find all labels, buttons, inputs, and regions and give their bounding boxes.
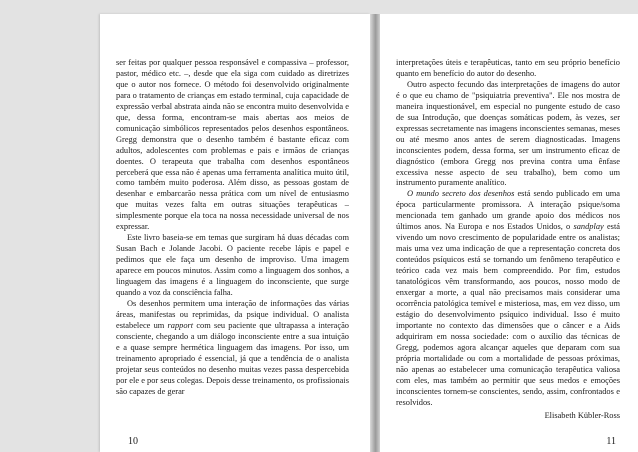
paragraph (116, 299, 349, 398)
emphasis-sandplay: sandplay (573, 222, 604, 232)
paragraph: interpretações úteis e terapêuticas, tanto em seu próprio benefício quanto em benefício do autor do desenho. (396, 58, 620, 78)
paragraph: ser feitas por qualquer pessoa responsável e compassiva – professor, pastor, médico etc. –, desde que ela siga com cuidado as diretrizes que o autor nos fornece. O método foi desenvolvido originalmente para o tratamento de crianças em estado terminal, cuja capacidade de expressão verbal abstrata ainda não se encontra muito desenvolvida e que, dessa forma, encontram-se mais abertas aos meios de comunicação simbólicos representados pelos desenhos espontâneos. Gregg demonstra que o desenho também é bastante eficaz com adultos, adolescentes com problemas e pais e irmãos de crianças doentes. O terapeuta que trabalha com desenhos espontâneos perceberá que essa não é apenas uma ferramenta analítica muito útil, como também muito poderosa. Além disso, as pessoas gostam de desenhar e embarcarão nessa prática com um nível de entusiasmo que muitas vezes falta em outras situações terapêuticas – simplesmente porque ela toca na nossa necessidade universal de nos expressar. (116, 58, 349, 232)
paragraph: Outro aspecto fecundo das interpretações de imagens do autor é o que eu chamo de "psiquiatria preventiva". Ele nos mostra de maneira inquestionável, em especial no pungente estudo de caso de sua Introdução, que doenças somáticas podem, às vezes, ser expressas secretamente nas imagens inconscientes semanas, meses ou até mesmo anos antes de serem diagnosticadas. Imagens inconscientes podem, dessa forma, ser um instrumento eficaz de diagnóstico (embora Gregg nos previna contra uma ênfase excessiva nesse aspecto de seu trabalho), bem como um instrumento puramente analítico. (396, 79, 620, 188)
text-run: Os desenhos permitem uma interação de informações das várias áreas, manifestas ou reprimidas, da psique individual. O analista estabelece um (116, 298, 349, 330)
text-run: está sendo publicado em uma época particularmente promissora. A interação psique/soma mencionada tem ganhado um grande apoio dos médicos nos últimos anos. Na Europa e nos Estados Unidos, o (396, 189, 620, 232)
left-page-body (116, 58, 349, 398)
left-page (100, 14, 370, 452)
right-page (380, 14, 638, 452)
author-signature: Elisabeth Kübler-Ross (544, 410, 620, 420)
book-gutter (370, 14, 380, 452)
right-page-number: 11 (606, 436, 616, 447)
emphasis-rapport: rapport (167, 320, 194, 330)
paragraph (396, 189, 620, 408)
text-run: com seu paciente que ultrapassa a interação consciente, chegando a um diálogo inconsciente entre a sua intuição e a quase sempre hermética linguagem das imagens. Por isso, um treinamento apropriado é essencial, já que a tendência de o analista projetar seus conteúdos no desenho muitas vezes passa despercebida por ele e por seus colegas. Depois desse treinamento, os profissionais são capazes de gerar (116, 320, 349, 396)
emphasis-book-title: O mundo secreto dos desenhos (407, 189, 515, 199)
right-page-body (396, 58, 620, 421)
paragraph: Este livro baseia-se em temas que surgiram há duas décadas com Susan Bach e Jolande Jacobi. O paciente recebe lápis e papel e pedimos que ele faça um desenho de improviso. Uma imagem aparece em poucos minutos. Assim como a linguagem dos sonhos, a linguagem das imagens é a linguagem do inconsciente, que surge quando a voz da consciência falha. (116, 233, 349, 298)
text-run: está vivendo um novo crescimento de popularidade entre os analistas; mais uma vez uma indicação de que a representação concreta dos conteúdos psíquicos está se tornando um fenômeno terapêutico e teórico cada vez mais bem compreendido. Por fim, estudos tanatológicos vêm transformando, aos poucos, nosso modo de enxergar a morte, a qual não precisamos mais considerar uma ocorrência patológica temível e misteriosa, mas, em vez disso, um estágio do desenvolvimento psíquico individual. Isso é muito importante no contexto das dimensões que o câncer e a Aids adquiriram em nossa sociedade: com o auxílio das técnicas de Gregg, podemos agora alcançar aqueles que deparam com sua própria mortalidade ou com a mortalidade de pessoas próximas, não apenas ao estabelecer uma comunicação terapêutica valiosa com eles, mas também ao permitir que seus medos e emoções inconscientes tornem-se conscientes, sendo, assim, confrontados e resolvidos. (396, 222, 620, 407)
left-page-number: 10 (128, 436, 138, 447)
